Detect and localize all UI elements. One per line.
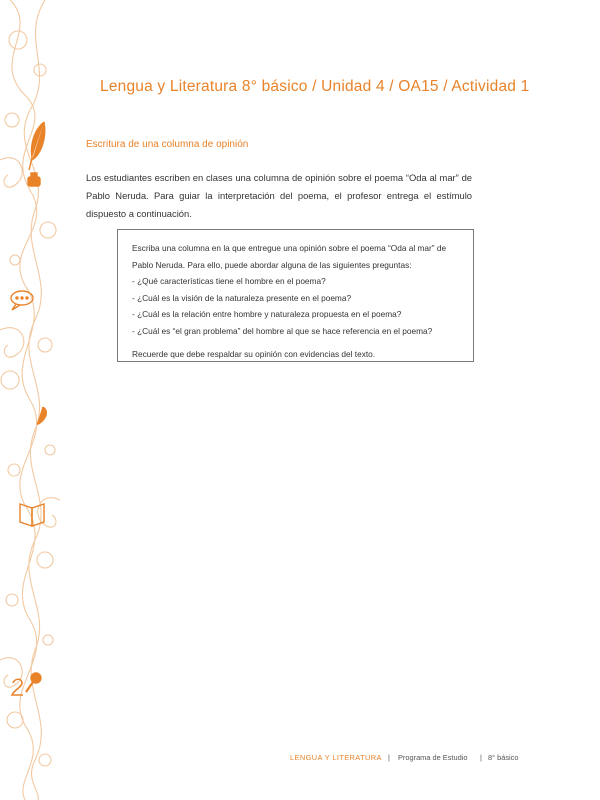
footer-separator: | [388,753,390,762]
question-1: - ¿Qué características tiene el hombre en el poema? [132,276,326,287]
footer-separator: | [480,753,482,762]
question-2: - ¿Cuál es la visión de la naturaleza presente en el poema? [132,292,352,303]
comma-icon [37,408,46,424]
decorative-sidebar [0,0,62,800]
box-instruction: Escriba una columna en la que entregue una opinión sobre el poema “Oda al mar” de Pablo Neruda. Para ello, puede abordar alguna de las siguientes preguntas: [132,243,447,270]
box-closing-note: Recuerde que debe respaldar su opinión con evidencias del texto. [132,348,376,359]
question-3: - ¿Cuál es la relación entre hombre y naturaleza propuesta en el poema? [132,309,402,320]
footer-grade: 8° básico [488,753,519,762]
page-header-title: Lengua y Literatura 8° básico / Unidad 4 / OA15 / Actividad 1 [100,78,530,95]
intro-paragraph: Los estudiantes escriben en clases una columna de opinión sobre el poema “Oda al mar” de Pablo Neruda. Para guiar la interpretación del poema, el profesor entrega el estímulo dispuesto a continuación. [86,172,472,219]
question-4: - ¿Cuál es “el gran problema” del hombre al que se hace referencia en el poema? [132,325,433,336]
swirl-ornament [0,0,60,800]
footer-subject: LENGUA Y LITERATURA [290,753,382,762]
footer-program: Programa de Estudio [398,753,468,762]
feather-quill-icon [29,122,45,170]
ink-bottle-icon [28,173,40,186]
section-title: Escritura de una columna de opinión [86,139,249,150]
activity-stimulus-box [117,229,474,362]
